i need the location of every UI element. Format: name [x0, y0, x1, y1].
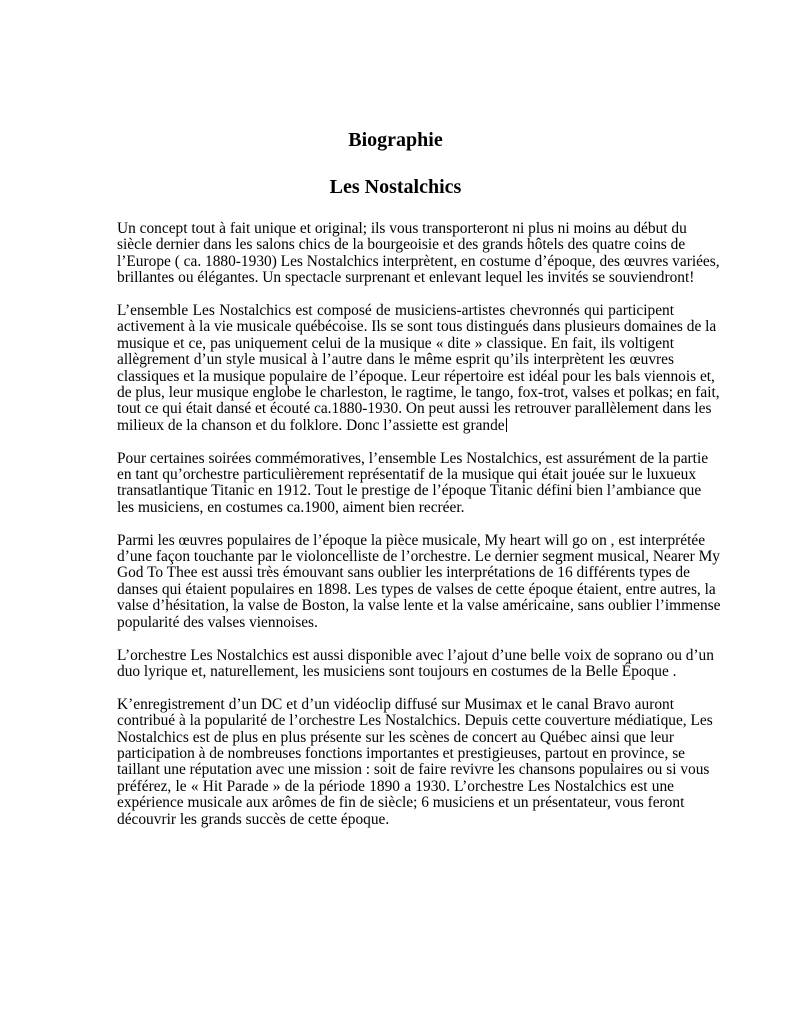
text-line: activement à la vie musicale québécoise. Ils se sont tous distingués dans plusieurs domaines de la [117, 318, 717, 336]
text-line: siècle dernier dans les salons chics de la bourgeoisie et des grands hôtels des quatre coins de [117, 236, 686, 254]
text-line: classiques et la musique populaire de l’époque. Leur répertoire est idéal pour les bals viennois et, [117, 367, 715, 385]
text-line: allègrement d’un style musical à l’autre dans le même esprit qu’ils interprètent les œuvres [117, 351, 674, 369]
text-line: duo lyrique et, naturellement, les musiciens sont toujours en costumes de la Belle Époque . [117, 662, 677, 680]
page-title: Biographie [348, 129, 443, 151]
text-line: taillant une réputation avec une mission : soit de faire revivre les chansons populaires ou si vous [117, 761, 710, 779]
text-line: K’enregistrement d’un DC et d’un vidéoclip diffusé sur Musimax et le canal Bravo auront [117, 695, 674, 713]
text-line: L’orchestre Les Nostalchics est aussi disponible avec l’ajout d’une belle voix de soprano ou d’un [117, 646, 714, 664]
text-line: transatlantique Titanic en 1912. Tout le prestige de l’époque Titanic défini bien l’ambiance que [117, 482, 702, 500]
paragraph [117, 302, 720, 434]
paragraph [117, 220, 720, 287]
text-line: expérience musicale aux arômes de fin de siècle; 6 musiciens et un présentateur, vous feront [117, 794, 685, 812]
text-line: Parmi les œuvres populaires de l’époque la pièce musicale, My heart will go on , est interprétée [117, 531, 706, 549]
paragraph [117, 531, 721, 631]
text-line: popularité des valses viennoises. [117, 613, 318, 631]
text-line: musique et ce, pas uniquement celui de la musique « dite » classique. En fait, ils voltigent [117, 334, 674, 352]
text-line: l’Europe ( ca. 1880-1930) Les Nostalchics interprètent, en costume d’époque, des œuvres variées, [117, 252, 720, 270]
document-body [117, 220, 721, 844]
text-line: L’ensemble Les Nostalchics est composé de musiciens-artistes chevronnés qui participent [117, 302, 674, 320]
text-line: brillantes ou élégantes. Un spectacle surprenant et enlevant lequel les invités se souviendront! [117, 269, 695, 287]
text-line: Nostalchics est de plus en plus présente sur les scènes de concert au Québec ainsi que leur [117, 728, 674, 746]
text-line: découvrir les grands succès de cette époque. [117, 810, 390, 828]
text-line: milieux de la chanson et du folklore. Donc l’assiette est grande [117, 416, 505, 434]
text-line: God To Thee est aussi très émouvant sans oublier les interprétations de 16 différents types de [117, 564, 690, 582]
page-subtitle: Les Nostalchics [329, 176, 462, 198]
text-line: valse d’hésitation, la valse de Boston, la valse lente et la valse américaine, sans oublier l’immense [117, 597, 721, 615]
text-line: tout ce qui était dansé et écouté ca.1880-1930. On peut aussi les retrouver parallèlement dans les [117, 400, 712, 418]
text-line: danses qui étaient populaires en 1898. Les types de valses de cette époque étaient, entre autres, la [117, 580, 716, 598]
text-line: Un concept tout à fait unique et original; ils vous transporteront ni plus ni moins au début du [117, 220, 687, 237]
paragraph [117, 449, 709, 517]
text-line: participation à de nombreuses fonctions importantes et prestigieuses, partout en province, se [117, 744, 686, 762]
text-line: préférez, le « Hit Parade » de la période 1890 a 1930. L’orchestre Les Nostalchics est une [117, 777, 674, 795]
text-line: les musiciens, en costumes ca.1900, aiment bien recréer. [117, 498, 465, 516]
text-line: de plus, leur musique englobe le charleston, le ragtime, le tango, fox-trot, valses et polkas; en fait, [117, 384, 720, 402]
text-line: en tant qu’orchestre particulièrement représentatif de la musique qui était jouée sur le luxueux [117, 466, 697, 484]
text-line: Pour certaines soirées commémoratives, l’ensemble Les Nostalchics, est assurément de la partie [117, 449, 709, 467]
text-line: d’une façon touchante par le violoncelliste de l’orchestre. Le dernier segment musical, Nearer My [117, 548, 720, 566]
paragraph [117, 646, 714, 681]
paragraph [117, 695, 713, 828]
text-line: contribué à la popularité de l’orchestre Les Nostalchics. Depuis cette couverture médiatique, Les [117, 712, 713, 730]
text-cursor [506, 418, 507, 432]
